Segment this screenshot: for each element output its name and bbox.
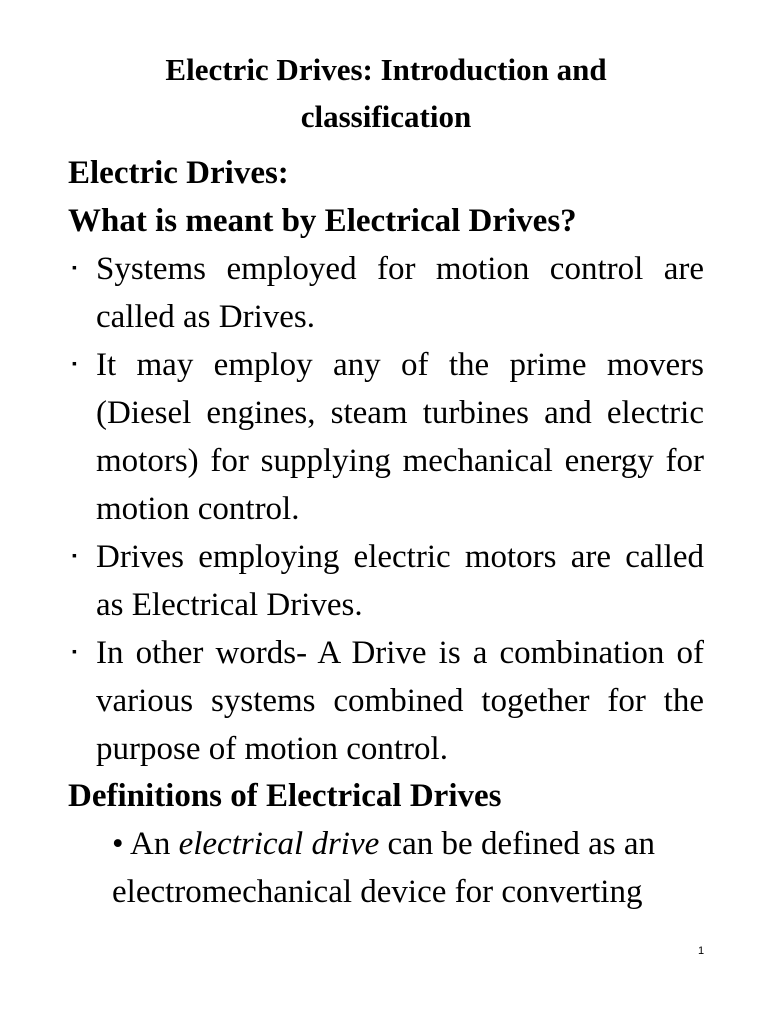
section-heading-electric-drives: Electric Drives:: [68, 155, 289, 191]
definition-prefix: An: [130, 826, 171, 862]
title-line-2: classification: [300, 99, 472, 134]
definition-line-2: electromechanical device for converting: [112, 874, 643, 910]
bullet-marker-icon: ▪: [72, 261, 77, 276]
definition-term: electrical drive: [178, 826, 380, 862]
list-item: [68, 341, 704, 533]
bullet-marker-icon: ▪: [72, 549, 77, 564]
bullet-marker-icon: ▪: [72, 357, 77, 372]
list-item: [68, 629, 704, 773]
document-title: [68, 46, 704, 140]
list-item-text: Systems employed for motion control are called as Drives.: [96, 251, 704, 335]
section-question-heading: What is meant by Electrical Drives?: [68, 203, 577, 239]
page-number: 1: [698, 945, 705, 957]
title-line-1: Electric Drives: Introduction and: [165, 52, 607, 87]
list-item-text: In other words- A Drive is a combination of various systems combined together for the purpose of motion control.: [96, 635, 704, 767]
definition-line-1-rest: can be defined as an: [387, 826, 656, 862]
list-item: [68, 533, 704, 629]
section-heading-definitions: Definitions of Electrical Drives: [68, 778, 502, 814]
bullet-marker-icon: ▪: [72, 645, 77, 660]
list-item-text: Drives employing electric motors are called as Electrical Drives.: [96, 539, 704, 623]
definition-paragraph: [112, 820, 712, 916]
list-item: [68, 245, 704, 341]
definition-bullet-icon: •: [112, 826, 124, 862]
list-item-text: It may employ any of the prime movers (Diesel engines, steam turbines and electric motors) for supplying mechanical energy for motion control.: [96, 347, 704, 527]
bullet-list: [68, 245, 704, 773]
